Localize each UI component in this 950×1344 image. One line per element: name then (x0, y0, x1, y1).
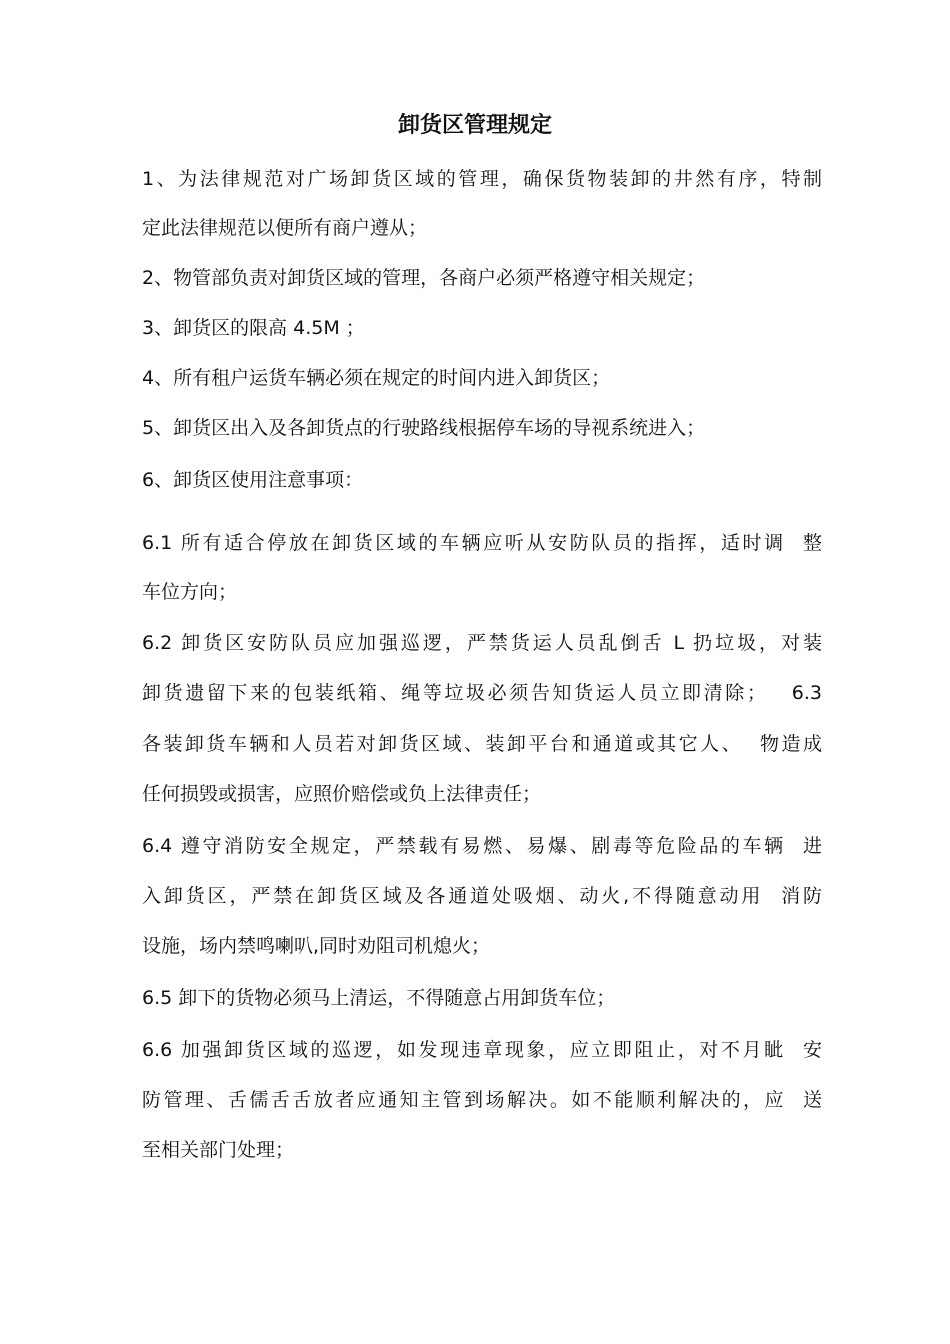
item-6-6-line-3: 至相关部门处理； (142, 1139, 295, 1161)
paragraph-1-line-2: 定此法律规范以便所有商户遵从； (142, 217, 428, 239)
paragraph-5: 5、卸货区出入及各卸货点的行驶路线根据停车场的导视系统进入； (142, 417, 706, 439)
item-6-3-line-2: 任何损毁或损害，应照价赔偿或负上法律责任； (142, 783, 542, 805)
item-6-6-line-2: 防管理、舌儒舌舌放者应通知主管到场解决。如不能顺利解决的，应 送 (142, 1089, 822, 1111)
item-6-4-line-1: 6.4 遵守消防安全规定，严禁载有易燃、易爆、剧毒等危险品的车辆 进 (142, 835, 822, 857)
paragraph-6: 6、卸货区使用注意事项： (142, 469, 364, 491)
paragraph-4: 4、所有租户运货车辆必须在规定的时间内进入卸货区； (142, 367, 611, 389)
paragraph-2: 2、物管部负责对卸货区域的管理，各商户必须严格遵守相关规定； (142, 267, 706, 289)
item-6-1-line-1: 6.1 所有适合停放在卸货区域的车辆应听从安防队员的指挥，适时调 整 (142, 532, 822, 554)
item-6-6-line-1: 6.6 加强卸货区域的巡逻，如发现违章现象，应立即阻止，对不月眦 安 (142, 1039, 822, 1061)
paragraph-1-line-1: 1、为法律规范对广场卸货区域的管理，确保货物装卸的井然有序，特制 (142, 168, 822, 190)
item-6-1-line-2: 车位方向； (142, 581, 238, 603)
document-title: 卸货区管理规定 (397, 113, 552, 138)
paragraph-3: 3、卸货区的限高 4.5M ； (142, 317, 365, 339)
item-6-4-line-2: 入卸货区，严禁在卸货区域及各通道处吸烟、动火,不得随意动用 消防 (142, 885, 822, 907)
item-6-2-line-1: 6.2 卸货区安防队员应加强巡逻，严禁货运人员乱倒舌 L 扔垃圾，对装 (142, 632, 822, 654)
item-6-2-line-2: 卸货遗留下来的包装纸箱、绳等垃圾必须告知货运人员立即清除； 6.3 (142, 682, 822, 704)
item-6-3-line-1: 各装卸货车辆和人员若对卸货区域、装卸平台和通道或其它人、 物造成 (142, 733, 822, 755)
item-6-4-line-3: 设施，场内禁鸣喇叭,同时劝阻司机熄火； (142, 935, 491, 957)
item-6-5: 6.5 卸下的货物必须马上清运，不得随意占用卸货车位； (142, 987, 616, 1009)
